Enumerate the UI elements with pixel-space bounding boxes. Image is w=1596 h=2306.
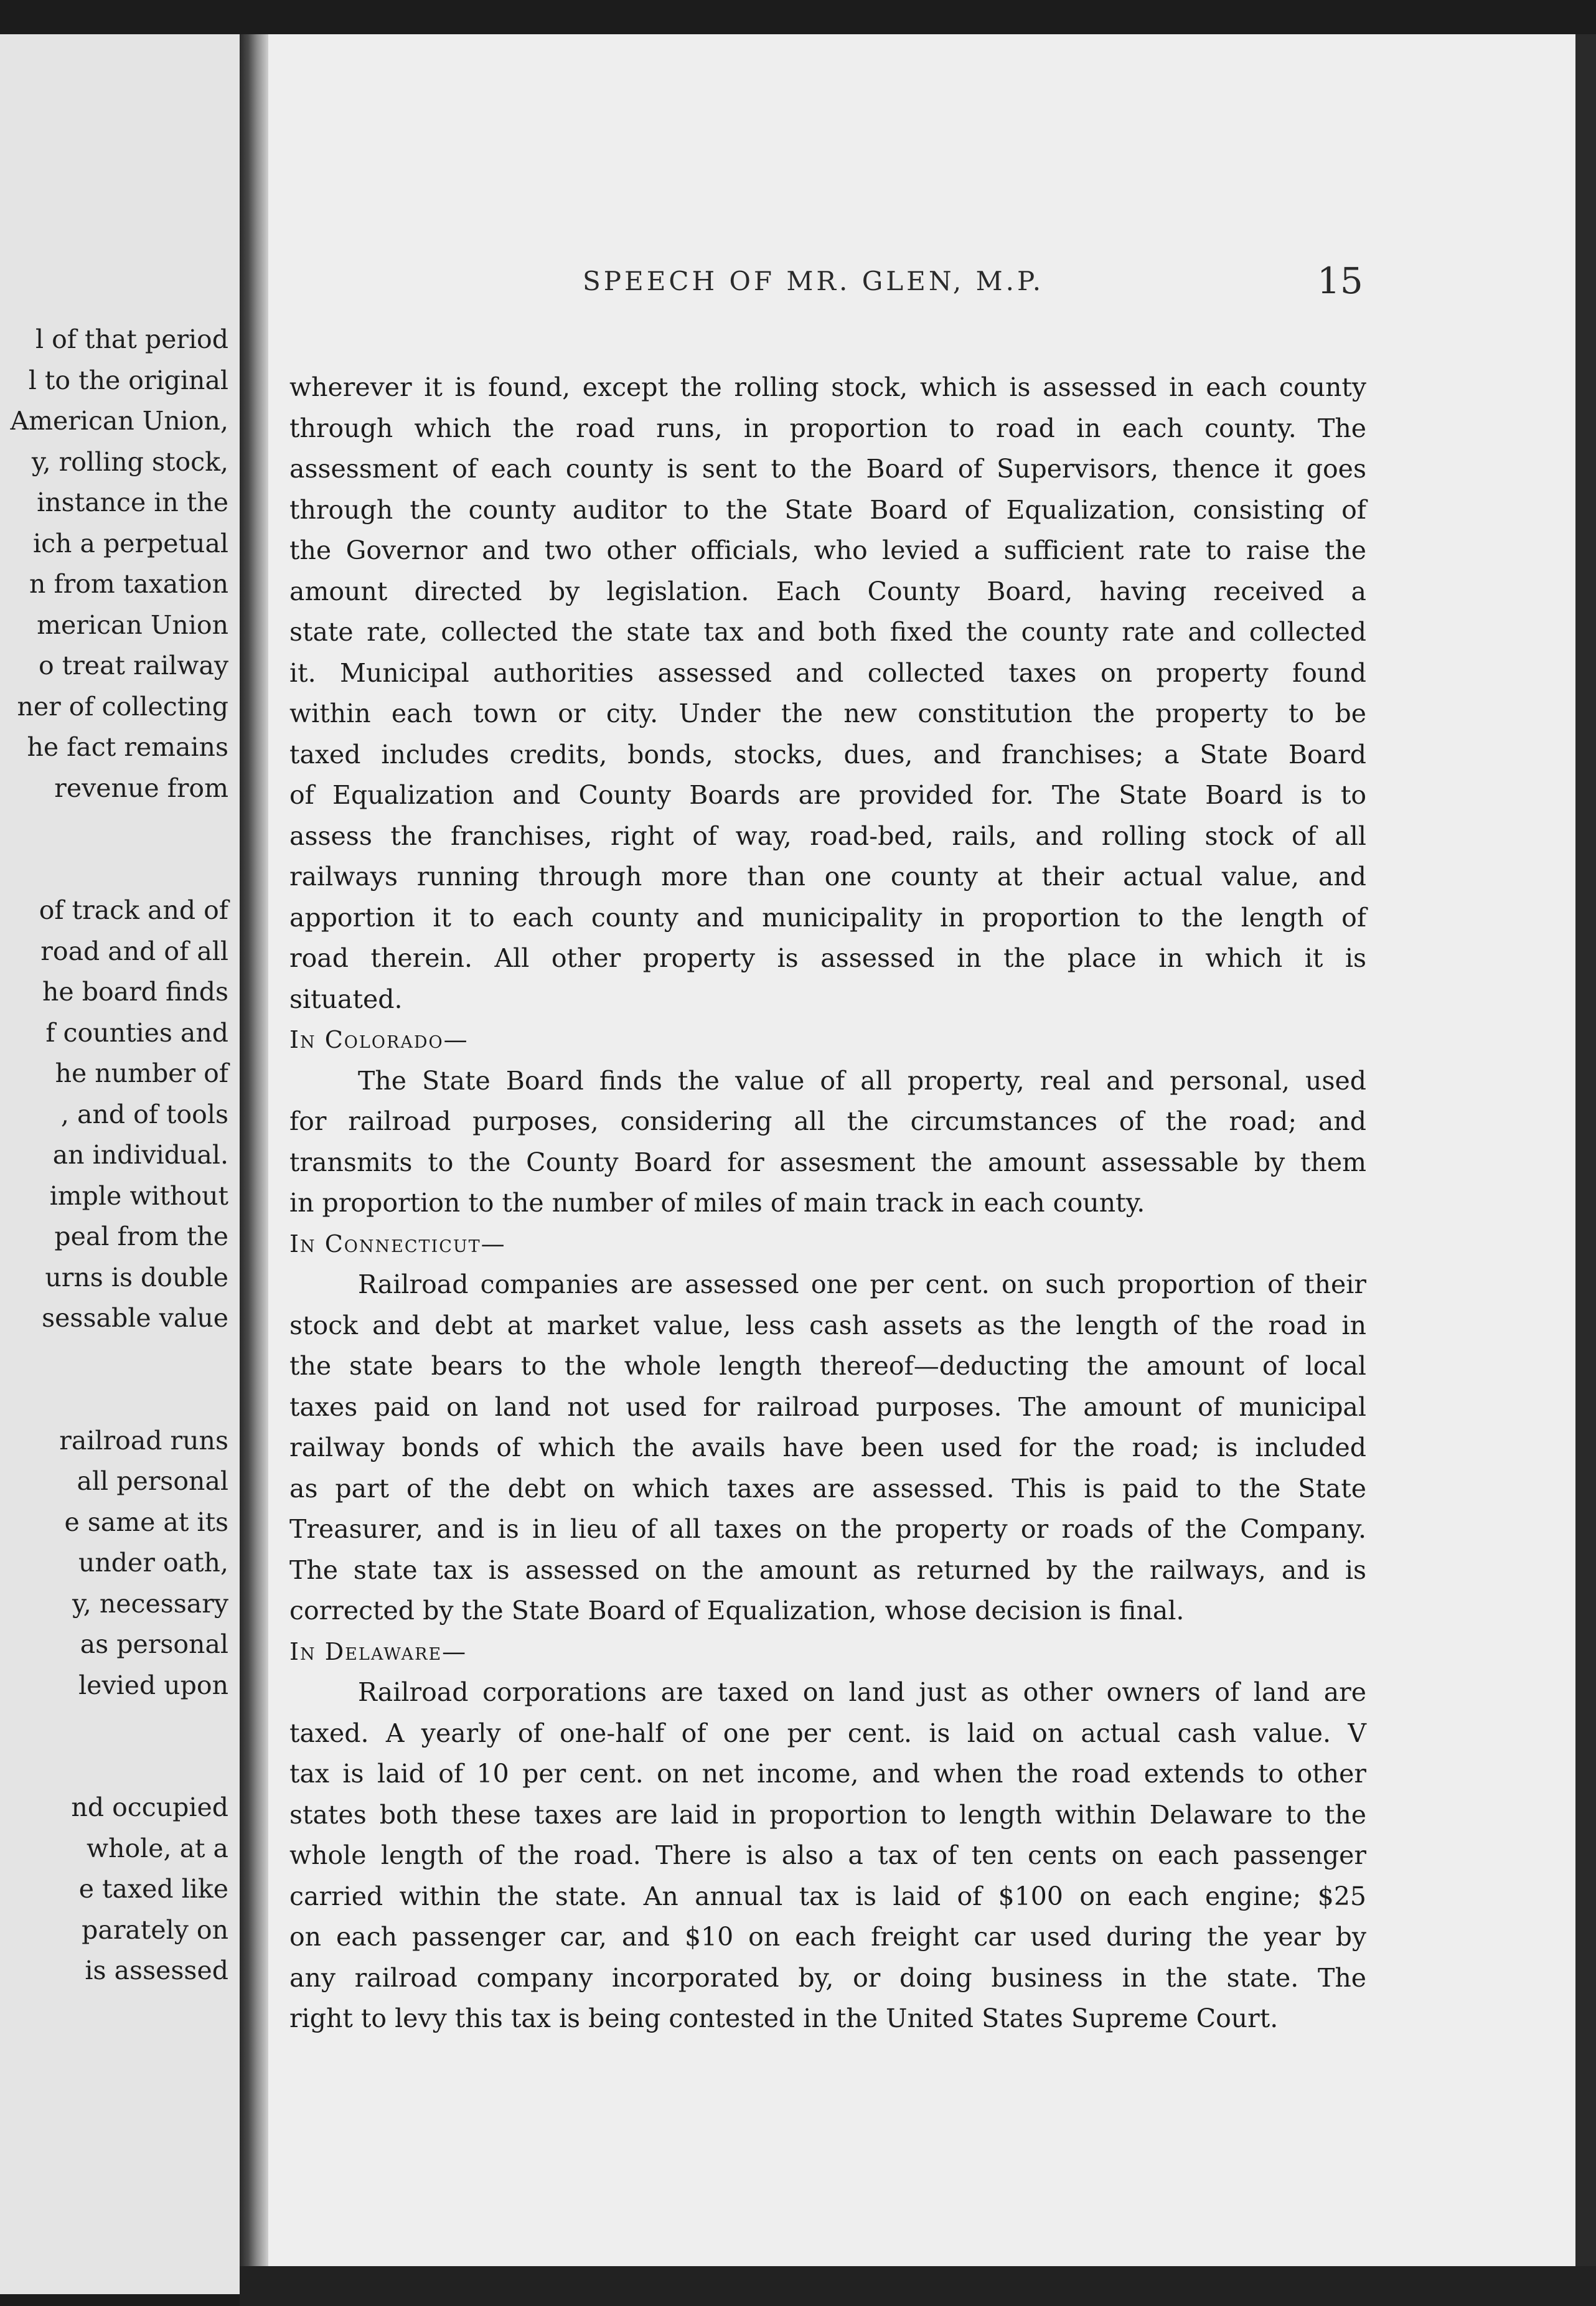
- facing-page-line: parately on: [82, 1914, 228, 1945]
- facing-page-line: peal from the: [54, 1221, 228, 1251]
- facing-page-line: e taxed like: [78, 1874, 228, 1904]
- facing-page-line: railroad runs: [59, 1425, 228, 1456]
- facing-page-line: is assessed: [85, 1955, 228, 1985]
- section-heading-colorado: In Colorado—: [289, 1026, 469, 1053]
- facing-page-line: , and of tools: [60, 1099, 228, 1129]
- facing-page-line: urns is double: [45, 1262, 228, 1292]
- text-line: any railroad company incorporated by, or doing business in the state. The: [289, 1962, 1366, 1993]
- text-line: within each town or city. Under the new constitution the property to be: [289, 699, 1366, 728]
- text-line: Treasurer, and is in lieu of all taxes on the property or roads of the Company.: [289, 1514, 1366, 1544]
- facing-page-line: merican Union: [37, 609, 228, 640]
- text-line: in proportion to the number of miles of main track in each county.: [289, 1188, 1145, 1218]
- book-gutter: [240, 34, 268, 2294]
- facing-page-line: y, necessary: [72, 1588, 228, 1619]
- text-line: through the county auditor to the State Board of Equalization, consisting of: [289, 494, 1366, 525]
- paragraph-delaware: [289, 1672, 1366, 2040]
- paragraph-colorado: [289, 1061, 1366, 1224]
- facing-page-line: as personal: [80, 1629, 228, 1659]
- facing-page-line: he fact remains: [27, 732, 228, 762]
- facing-page-line: instance in the: [37, 487, 228, 517]
- facing-page-line: l to the original: [28, 365, 228, 395]
- facing-page-line: [0, 1747, 228, 1788]
- running-head: [268, 260, 1575, 309]
- scan-border-bottom: [240, 2266, 1596, 2306]
- facing-page-line: l of that period: [35, 324, 228, 354]
- facing-page-line: o treat railway: [39, 651, 228, 680]
- text-line: road therein. All other property is assessed in the place in which it is: [289, 943, 1366, 973]
- facing-page-line: revenue from: [54, 773, 228, 803]
- facing-page-line: of track and of: [39, 895, 228, 925]
- text-line: as part of the debt on which taxes are assessed. This is paid to the State: [289, 1473, 1366, 1504]
- text-line: taxes paid on land not used for railroad purposes. The amount of municipal: [289, 1391, 1366, 1422]
- facing-page-line: imple without: [49, 1180, 228, 1211]
- facing-page-line: levied upon: [78, 1670, 228, 1700]
- scan-border-right: [1575, 34, 1596, 2306]
- facing-page-line: all personal: [77, 1466, 228, 1496]
- text-line: right to levy this tax is being contested in the United States Supreme Court.: [289, 2003, 1279, 2033]
- facing-page-line: an individual.: [52, 1140, 228, 1170]
- facing-page-line: n from taxation: [29, 569, 228, 599]
- text-line: on each passenger car, and $10 on each freight car used during the year by: [289, 1922, 1366, 1952]
- text-line: railway bonds of which the avails have been used for the road; is included: [289, 1433, 1366, 1462]
- text-line: transmits to the County Board for assesment the amount assessable by them: [289, 1147, 1366, 1177]
- text-line: apportion it to each county and municipality in proportion to the length of: [289, 902, 1366, 933]
- text-line: The state tax is assessed on the amount as returned by the railways, and is: [289, 1555, 1366, 1585]
- text-line: assess the franchises, right of way, road-bed, rails, and rolling stock of all: [289, 821, 1366, 851]
- facing-page-line: [0, 850, 228, 891]
- facing-page-text: [0, 319, 228, 1992]
- facing-page-line: he board finds: [42, 977, 228, 1007]
- section-heading-connecticut: In Connecticut—: [289, 1230, 506, 1258]
- text-line: Railroad corporations are taxed on land just as other owners of land are: [358, 1677, 1366, 1707]
- text-line: the state bears to the whole length thereof—deducting the amount of local: [289, 1351, 1366, 1381]
- text-line: corrected by the State Board of Equalization, whose decision is final.: [289, 1596, 1185, 1626]
- text-line: whole length of the road. There is also a tax of ten cents on each passenger: [289, 1840, 1366, 1870]
- page-body: [289, 367, 1366, 2040]
- facing-page-line: road and of all: [40, 936, 228, 966]
- text-line: for railroad purposes, considering all the circumstances of the road; and: [289, 1106, 1366, 1136]
- text-line: of Equalization and County Boards are provided for. The State Board is to: [289, 780, 1366, 810]
- text-line: taxed. A yearly of one-half of one per cent. is laid on actual cash value. V: [289, 1718, 1366, 1748]
- paragraph-california-continued: [289, 367, 1366, 1020]
- facing-page-line: sessable value: [42, 1303, 228, 1333]
- text-line: The State Board finds the value of all property, real and personal, used: [358, 1065, 1366, 1096]
- facing-page-line: [0, 809, 228, 850]
- running-title: SPEECH OF MR. GLEN, M.P.: [583, 266, 1044, 296]
- text-line: taxed includes credits, bonds, stocks, dues, and franchises; a State Board: [289, 739, 1366, 769]
- facing-page-line: American Union,: [10, 406, 228, 436]
- text-line: tax is laid of 10 per cent. on net income, and when the road extends to other: [289, 1759, 1366, 1789]
- section-heading-delaware: In Delaware—: [289, 1637, 467, 1665]
- text-line: railways running through more than one county at their actual value, and: [289, 862, 1366, 892]
- text-line: amount directed by legislation. Each County Board, having received a: [289, 576, 1366, 606]
- facing-page-line: [0, 1380, 228, 1421]
- text-line: carried within the state. An annual tax is laid of $100 on each engine; $25: [289, 1881, 1366, 1911]
- text-line: through which the road runs, in proportion to road in each county. The: [289, 413, 1366, 443]
- facing-page-line: whole, at a: [86, 1833, 228, 1863]
- facing-page-line: e same at its: [64, 1507, 228, 1537]
- facing-page-line: ich a perpetual: [32, 528, 228, 558]
- text-line: situated.: [289, 984, 403, 1014]
- text-line: the Governor and two other officials, who levied a sufficient rate to raise the: [289, 535, 1366, 565]
- paragraph-connecticut: [289, 1264, 1366, 1632]
- page-number: 15: [1317, 260, 1363, 302]
- text-line: Railroad companies are assessed one per cent. on such proportion of their: [358, 1269, 1366, 1299]
- facing-page-line: [0, 1339, 228, 1380]
- text-line: states both these taxes are laid in proportion to length within Delaware to the: [289, 1799, 1366, 1830]
- text-line: assessment of each county is sent to the Board of Supervisors, thence it goes: [289, 454, 1366, 484]
- text-line: it. Municipal authorities assessed and collected taxes on property found: [289, 657, 1366, 688]
- text-line: stock and debt at market value, less cash assets as the length of the road in: [289, 1310, 1366, 1340]
- facing-page-line: he number of: [55, 1058, 228, 1088]
- facing-page-line: y, rolling stock,: [31, 446, 228, 477]
- text-line: wherever it is found, except the rolling stock, which is assessed in each county: [289, 372, 1366, 402]
- facing-page-line: under oath,: [78, 1548, 228, 1578]
- facing-page-line: [0, 1706, 228, 1747]
- facing-page-line: f counties and: [45, 1017, 228, 1048]
- text-line: state rate, collected the state tax and both fixed the county rate and collected: [289, 617, 1366, 647]
- facing-page-line: nd occupied: [71, 1792, 228, 1822]
- facing-page-fragment: [0, 34, 240, 2294]
- facing-page-line: ner of collecting: [17, 691, 228, 722]
- page-15: [268, 34, 1575, 2266]
